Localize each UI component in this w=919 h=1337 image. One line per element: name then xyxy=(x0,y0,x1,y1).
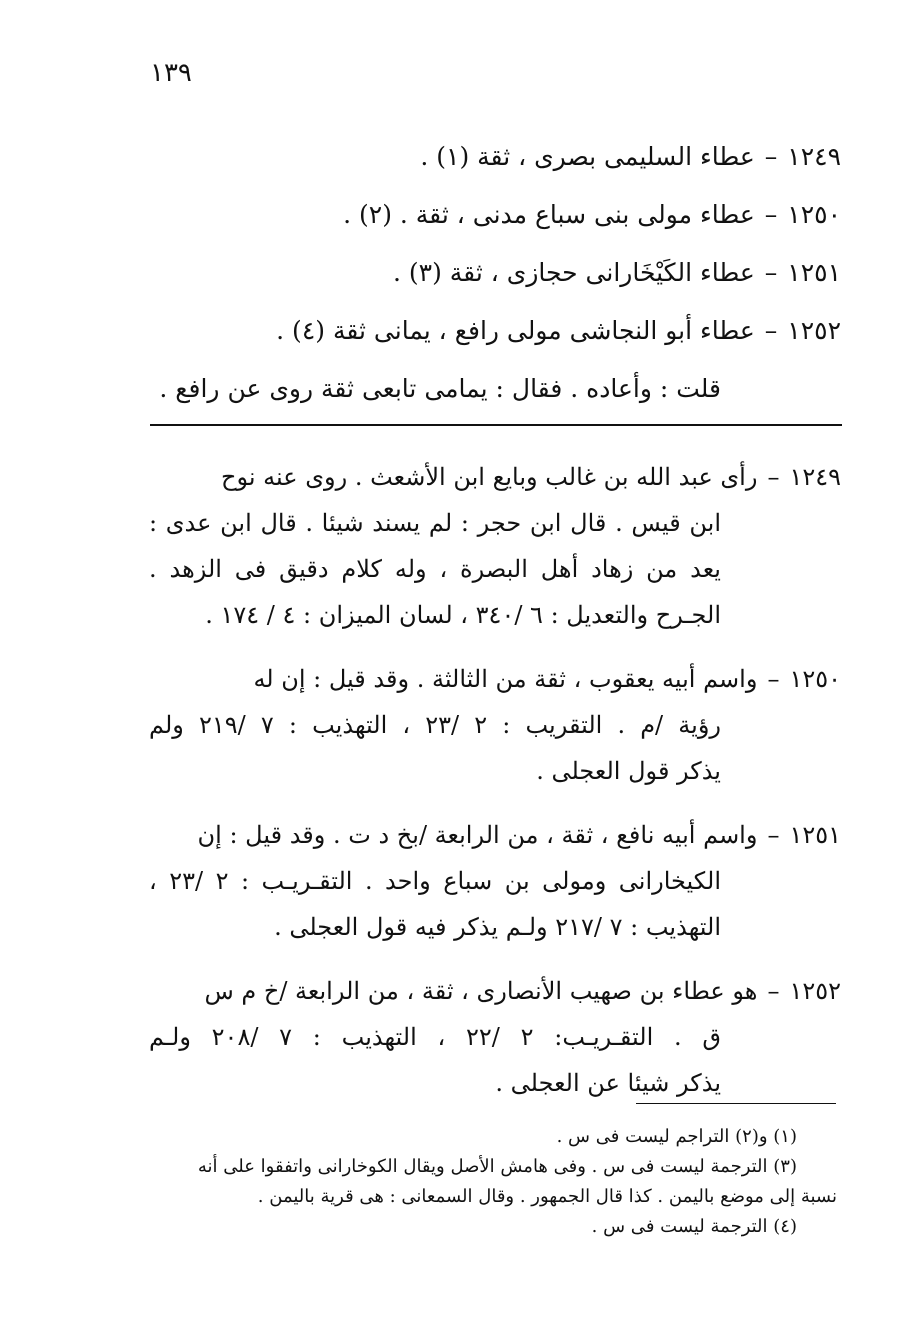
comment-line: رؤية /م . التقريب : ٢ /٢٣ ، التهذيب : ٧ /٢١٩ ولم xyxy=(149,711,721,739)
entry-dash: – xyxy=(764,142,778,171)
comment-line: يذكر شيئا عن العجلى . xyxy=(495,1069,721,1097)
comment-number: ١٢٤٩ xyxy=(789,463,841,491)
entry-1250 xyxy=(141,186,841,244)
entry-1252 xyxy=(141,302,841,360)
comment-number: ١٢٥٢ xyxy=(789,977,841,1005)
entry-text: عطاء مولى بنى سباع مدنى ، ثقة . (٢) . xyxy=(343,200,755,229)
entry-dash: – xyxy=(764,316,778,345)
comment-text: واسم أبيه يعقوب ، ثقة من الثالثة . وقد قيل : إن له xyxy=(253,665,758,693)
footnote-divider xyxy=(636,1103,836,1104)
footnote-3: (٣) الترجمة ليست فى س . وفى هامش الأصل ويقال الكوخارانى واتفقوا على أنه xyxy=(197,1156,797,1177)
comment-first-line xyxy=(149,968,841,1014)
comment-line: يذكر قول العجلى . xyxy=(536,757,721,785)
comment-first-line xyxy=(149,454,841,500)
comment-number: ١٢٥٠ xyxy=(789,665,841,693)
comment-1252 xyxy=(149,968,841,1106)
comment-text: واسم أبيه نافع ، ثقة ، من الرابعة /بخ د ت . وقد قيل : إن xyxy=(197,821,758,849)
footnote-3-continued: نسبة إلى موضع باليمن . كذا قال الجمهور . وقال السمعانى : هى قرية باليمن . xyxy=(257,1186,837,1207)
comment-line: الكيخارانى ومولى بن سباع واحد . التقـريـب : ٢ /٢٣ ، xyxy=(149,867,722,895)
comment-1251 xyxy=(149,812,841,950)
comment-line: يعد من زهاد أهل البصرة ، وله كلام دقيق فى الزهد . xyxy=(149,555,721,583)
entry-1249 xyxy=(141,128,841,186)
comment-line: ق . التقـريـب: ٢ /٢٢ ، التهذيب : ٧ /٢٠٨ ولـم xyxy=(149,1023,722,1051)
comment-1250 xyxy=(149,656,841,794)
entry-number: ١٢٥٢ xyxy=(787,316,841,345)
entry-text: عطاء السليمى بصرى ، ثقة (١) . xyxy=(420,142,755,171)
entry-number: ١٢٥٠ xyxy=(787,200,841,229)
comment-line: الجـرح والتعديل : ٦ /٣٤٠ ، لسان الميزان : ٤ / ١٧٤ . xyxy=(205,601,721,629)
commentary-section xyxy=(149,454,841,1124)
page-number: ١٣٩ xyxy=(150,58,192,88)
entry-number: ١٢٥١ xyxy=(787,258,841,287)
entry-note: قلت : وأعاده . فقال : يمامى تابعى ثقة روى عن رافع . xyxy=(159,374,721,403)
footnotes-section xyxy=(147,1122,837,1242)
entry-dash: – xyxy=(764,200,778,229)
comment-first-line xyxy=(149,656,841,702)
footnote-4: (٤) الترجمة ليست فى س . xyxy=(591,1216,797,1237)
comment-text: هو عطاء بن صهيب الأنصارى ، ثقة ، من الرابعة /خ م س xyxy=(204,977,758,1005)
entry-1251 xyxy=(141,244,841,302)
comment-line: التهذيب : ٧ /٢١٧ ولـم يذكر فيه قول العجلى . xyxy=(274,913,721,941)
footnote-1-2: (١) و(٢) التراجم ليست فى س . xyxy=(556,1126,797,1147)
comment-line: ابن قيس . قال ابن حجر : لم يسند شيئا . قال ابن عدى : xyxy=(149,509,721,537)
comment-1249 xyxy=(149,454,841,638)
entries-list xyxy=(141,128,841,418)
comment-text: رأى عبد الله بن غالب وبايع ابن الأشعث . روى عنه نوح xyxy=(220,463,758,491)
entry-number: ١٢٤٩ xyxy=(787,142,841,171)
comment-number: ١٢٥١ xyxy=(789,821,841,849)
comment-dash: – xyxy=(767,665,780,693)
entry-text: عطاء أبو النجاشى مولى رافع ، يمانى ثقة (٤) . xyxy=(276,316,755,345)
comment-dash: – xyxy=(767,821,780,849)
section-divider xyxy=(150,424,842,426)
entry-dash: – xyxy=(764,258,778,287)
comment-first-line xyxy=(149,812,841,858)
entry-text: عطاء الكَيْخَارانى حجازى ، ثقة (٣) . xyxy=(392,258,755,287)
comment-dash: – xyxy=(767,977,780,1005)
comment-dash: – xyxy=(767,463,780,491)
